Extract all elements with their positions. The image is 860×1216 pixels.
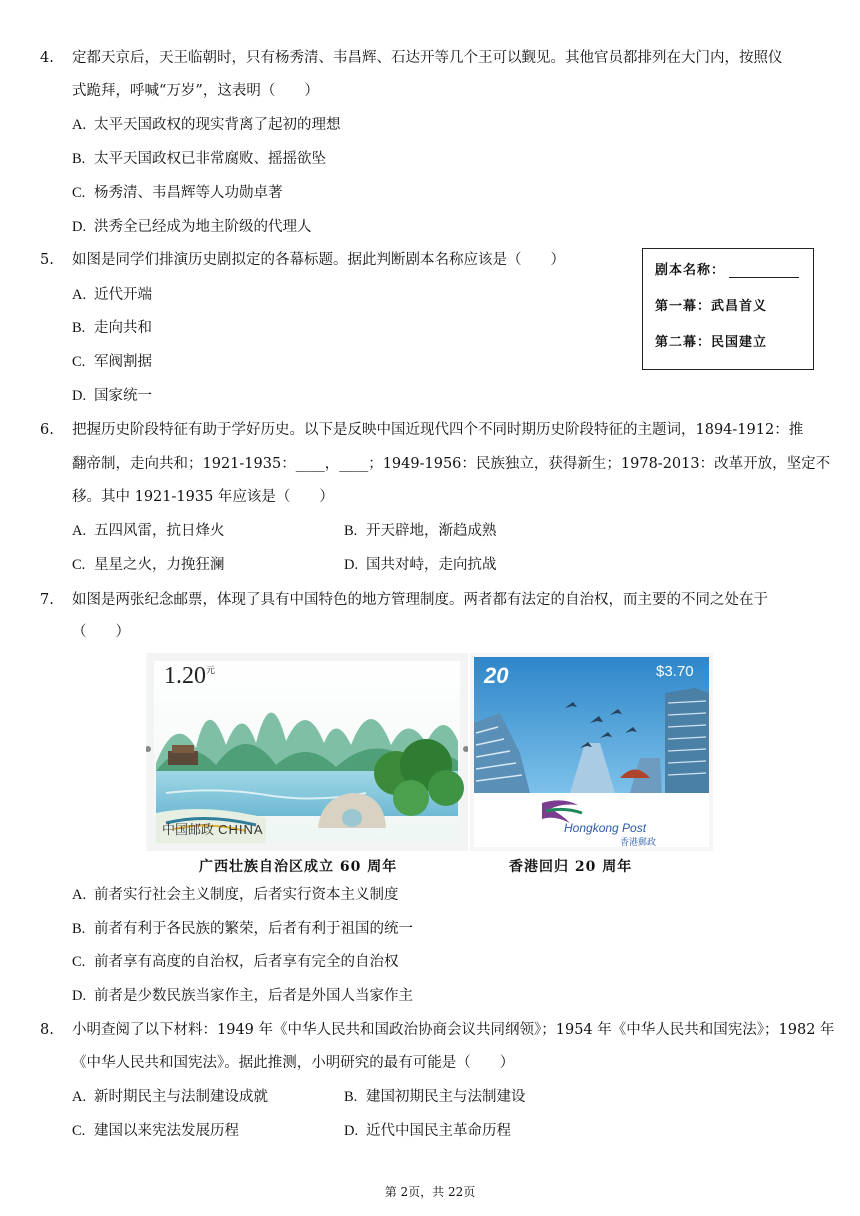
option-label: A. <box>72 117 87 133</box>
china-label: CHINA <box>218 822 264 837</box>
option-label: C. <box>72 1123 86 1139</box>
q4-option-d[interactable] <box>72 217 312 237</box>
option-label: A. <box>72 523 87 539</box>
option-label: C. <box>72 354 86 370</box>
option-label: D. <box>72 988 87 1004</box>
script-title-box <box>642 248 814 370</box>
option-label: B. <box>344 523 358 539</box>
option-text: 太平天国政权已非常腐败、摇摇欲坠 <box>94 151 326 167</box>
act-one-label: 第一幕：武昌首义 <box>655 299 768 314</box>
option-text: 前者享有高度的自治权，后者享有完全的自治权 <box>94 954 399 970</box>
option-text: 走向共和 <box>94 320 152 336</box>
q7-option-c[interactable] <box>72 952 399 972</box>
q7-stem-line1: 如图是两张纪念邮票，体现了具有中国特色的地方管理制度。两者都有法定的自治权，而主要的不同之处在于 <box>72 592 768 608</box>
q7-option-a[interactable] <box>72 885 399 905</box>
hongkong-post-cn-text: 香港郵政 <box>620 838 657 848</box>
option-label: C. <box>72 954 86 970</box>
q7-stem-line2: （ ） <box>72 624 130 640</box>
option-label: D. <box>72 388 87 404</box>
option-label: C. <box>72 557 86 573</box>
q6-option-d[interactable] <box>344 555 497 575</box>
q4-option-a[interactable] <box>72 115 341 135</box>
q6-stem-line1: 把握历史阶段特征有助于学好历史。以下是反映中国近现代四个不同时期历史阶段特征的主题词，1894-1912：推 <box>72 422 804 438</box>
q4-stem-line1: 定都天京后，天王临朝时，只有杨秀清、韦昌辉、石达开等几个王可以觐见。其他官员都排列在大门内，按照仪 <box>72 50 783 66</box>
q5-stem-line1: 如图是同学们排演历史剧拟定的各幕标题。据此判断剧本名称应该是（ ） <box>72 252 565 268</box>
q4-option-c[interactable] <box>72 183 283 203</box>
hongkong-post-logo-text: Hongkong Post <box>564 821 647 835</box>
hongkong-stamp-value: $3.70 <box>656 663 694 680</box>
script-title-blank <box>729 263 799 278</box>
q8-option-d[interactable] <box>344 1121 511 1141</box>
hongkong-stamp-caption: 香港回归 20 周年 <box>509 859 633 875</box>
q5-option-c[interactable] <box>72 352 152 372</box>
q7-number: 7. <box>40 592 54 608</box>
option-text: 星星之火，力挽狂澜 <box>94 557 225 573</box>
script-title-text: 剧本名称： <box>655 263 726 278</box>
hongkong-stamp <box>470 653 713 851</box>
guangxi-stamp-yuan: 元 <box>206 665 216 675</box>
option-label: B. <box>72 320 86 336</box>
q6-option-c[interactable] <box>72 555 225 575</box>
option-text: 近代开端 <box>94 287 152 303</box>
q6-option-b[interactable] <box>344 521 497 541</box>
q8-option-a[interactable] <box>72 1087 268 1107</box>
q7-option-d[interactable] <box>72 986 413 1006</box>
q5-option-b[interactable] <box>72 318 152 338</box>
option-label: A. <box>72 287 87 303</box>
q5-option-a[interactable] <box>72 285 152 305</box>
option-label: D. <box>344 1123 359 1139</box>
option-label: A. <box>72 887 87 903</box>
option-label: B. <box>72 921 86 937</box>
q4-number: 4. <box>40 50 54 66</box>
q7-option-b[interactable] <box>72 919 413 939</box>
option-text: 太平天国政权的现实背离了起初的理想 <box>94 117 341 133</box>
q4-stem-line2: 式跪拜，呼喊“万岁”，这表明（ ） <box>72 83 319 99</box>
option-text: 国共对峙，走向抗战 <box>366 557 497 573</box>
guangxi-stamp-post <box>162 819 264 838</box>
page-footer: 第 2页，共 22页 <box>384 1185 476 1199</box>
guangxi-stamp-caption: 广西壮族自治区成立 60 周年 <box>199 859 398 875</box>
option-text: 洪秀全已经成为地主阶级的代理人 <box>94 219 312 235</box>
option-label: B. <box>344 1089 358 1105</box>
option-label: D. <box>72 219 87 235</box>
script-title-label <box>655 259 799 278</box>
q5-option-d[interactable] <box>72 386 152 406</box>
q8-number: 8. <box>40 1022 54 1038</box>
option-text: 建国初期民主与法制建设 <box>366 1089 526 1105</box>
option-text: 建国以来宪法发展历程 <box>94 1123 239 1139</box>
q6-stem-line2: 翻帝制，走向共和；1921-1935：____，____；1949-1956：民族独立，获得新生；1978-2013：改革开放，坚定不 <box>72 456 831 472</box>
act-two-label: 第二幕：民国建立 <box>655 335 768 350</box>
q8-option-b[interactable] <box>344 1087 526 1107</box>
q6-stem-line3: 移。其中 1921-1935 年应该是（ ） <box>72 489 334 505</box>
guangxi-stamp-value <box>164 663 215 690</box>
q6-number: 6. <box>40 422 54 438</box>
option-text: 新时期民主与法制建设成就 <box>94 1089 268 1105</box>
hongkong-stamp-anniversary: 20 <box>484 663 509 688</box>
q5-number: 5. <box>40 252 54 268</box>
option-label: A. <box>72 1089 87 1105</box>
option-text: 前者有利于各民族的繁荣，后者有利于祖国的统一 <box>94 921 413 937</box>
option-text: 国家统一 <box>94 388 152 404</box>
option-label: D. <box>344 557 359 573</box>
q6-option-a[interactable] <box>72 521 225 541</box>
guangxi-stamp <box>146 653 468 851</box>
option-text: 开天辟地，渐趋成熟 <box>366 523 497 539</box>
option-text: 军阀割据 <box>94 354 152 370</box>
option-text: 前者是少数民族当家作主，后者是外国人当家作主 <box>94 988 413 1004</box>
q8-stem-line1: 小明查阅了以下材料：1949 年《中华人民共和国政治协商会议共同纲领》；1954 年《中华人民共和国宪法》；1982 年 <box>72 1022 835 1038</box>
option-text: 前者实行社会主义制度，后者实行资本主义制度 <box>94 887 399 903</box>
option-label: C. <box>72 185 86 201</box>
q8-option-c[interactable] <box>72 1121 239 1141</box>
q8-stem-line2: 《中华人民共和国宪法》。据此推测，小明研究的最有可能是（ ） <box>72 1055 515 1071</box>
guangxi-stamp-value-number: 1.20 <box>164 663 206 689</box>
option-text: 五四风雷，抗日烽火 <box>94 523 225 539</box>
option-text: 杨秀清、韦昌辉等人功勋卓著 <box>94 185 283 201</box>
q4-option-b[interactable] <box>72 149 326 169</box>
option-label: B. <box>72 151 86 167</box>
option-text: 近代中国民主革命历程 <box>366 1123 511 1139</box>
china-post-label: 中国邮政 <box>162 823 215 838</box>
